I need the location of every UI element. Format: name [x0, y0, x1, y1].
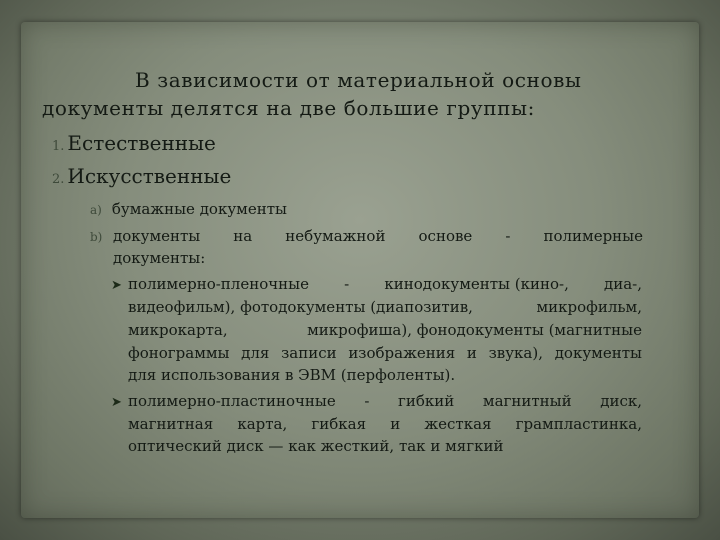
word: основе: [418, 227, 473, 245]
group-item-artificial: [52, 164, 231, 188]
word: диа-,: [603, 275, 642, 293]
heading-line-2: документы делятся на две большие группы:: [42, 96, 535, 120]
word: документы: [113, 227, 201, 245]
sub-item-label: бумажные документы: [111, 200, 287, 218]
word: микрофильм,: [536, 298, 642, 316]
word: кинодокументы (кино-,: [384, 275, 569, 293]
word: -: [364, 392, 370, 410]
word: гибкая: [311, 415, 367, 433]
word: гибкий: [398, 392, 455, 410]
word: видеофильм), фотодокументы (диапозитив,: [128, 298, 473, 316]
sub-item-letter: a): [90, 203, 102, 217]
group-label: Искусственные: [67, 164, 232, 188]
word: полимерно-пластиночные: [128, 392, 336, 410]
group-number: 1.: [52, 139, 65, 154]
word: и: [390, 415, 401, 433]
word: магнитный: [482, 392, 572, 410]
word: диск,: [600, 392, 642, 410]
word: -: [344, 275, 350, 293]
sub-item-a: [90, 200, 287, 218]
arrow-bullet-icon: ➤: [111, 278, 122, 293]
word: карта,: [237, 415, 288, 433]
word: -: [505, 227, 511, 245]
word: на: [233, 227, 253, 245]
word: изображения: [348, 344, 456, 362]
bullet-1-line-5: для использования в ЭВМ (перфоленты).: [128, 366, 456, 384]
group-item-natural: [52, 131, 216, 155]
word: микрофиша), фонодокументы (магнитные: [307, 321, 642, 339]
sub-item-letter: b): [90, 230, 103, 244]
sub-item-b-continuation: документы:: [113, 249, 206, 267]
bullet-1-line-2: [128, 298, 642, 316]
sub-item-b-line: [113, 227, 643, 245]
arrow-bullet-icon: ➤: [111, 395, 122, 410]
bullet-2-line-3: оптический диск — как жесткий, так и мягкий: [128, 437, 504, 455]
bullet-1-line-4: [128, 344, 642, 362]
word: для: [241, 344, 270, 362]
bullet-1-line-1: [128, 275, 642, 293]
sub-item-b-marker: [90, 227, 102, 245]
heading-line-1: В зависимости от материальной основы: [135, 68, 582, 92]
bullet-1-line-3: [128, 321, 642, 339]
word: небумажной: [285, 227, 386, 245]
word: фонограммы: [128, 344, 230, 362]
word: микрокарта,: [128, 321, 228, 339]
word: жесткая: [424, 415, 492, 433]
word: полимерно-пленочные: [128, 275, 309, 293]
word: грампластинка,: [515, 415, 642, 433]
word: полимерные: [543, 227, 643, 245]
group-number: 2.: [52, 172, 65, 187]
word: записи: [281, 344, 337, 362]
word: звука),: [488, 344, 543, 362]
word: и: [466, 344, 477, 362]
bullet-2-line-1: [128, 392, 642, 410]
bullet-2-line-2: [128, 415, 642, 433]
group-label: Естественные: [67, 131, 216, 155]
word: документы: [554, 344, 642, 362]
word: магнитная: [128, 415, 214, 433]
